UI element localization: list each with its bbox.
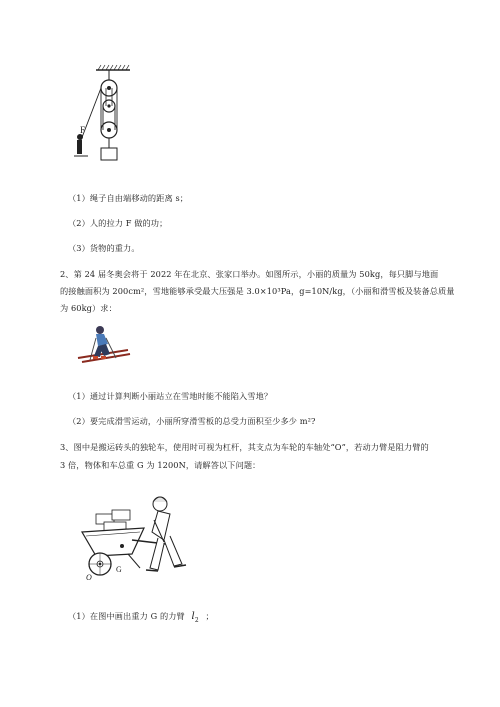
pivot-label-o: O xyxy=(86,573,92,582)
problem3-question-suffix: ； xyxy=(205,611,214,621)
skier-figure xyxy=(76,322,132,366)
lever-arm-subscript: 2 xyxy=(194,617,199,624)
gravity-label-g: G xyxy=(116,565,122,574)
problem3-stem-line-2: 3 倍，物体和车总重 G 为 1200N，请解答以下问题： xyxy=(60,460,261,470)
problem2-question-1: （1）通过计算判断小丽站立在雪地时能不能陷入雪地？ xyxy=(68,391,273,401)
pulley-system-figure xyxy=(68,62,138,167)
problem3-question-1 xyxy=(68,611,214,626)
problem3-question-prefix: （1）在图中画出重力 G 的力臂 xyxy=(68,611,185,621)
force-label-f: F xyxy=(80,125,86,135)
lever-arm-symbol: $l_2$ xyxy=(191,611,199,624)
problem2-question-2: （2）要完成滑雪运动，小丽所穿滑雪板的总受力面积至少多少 m²? xyxy=(68,416,316,426)
problem3-stem-line-1: 3、图中是搬运砖头的独轮车，使用时可视为杠杆，其支点为车轮的车轴处“O”，若动力臂是阻力臂的 xyxy=(60,442,429,452)
problem1-question-3: （3）货物的重力。 xyxy=(68,243,140,253)
wheelbarrow-figure xyxy=(78,490,196,586)
problem1-question-2: （2）人的拉力 F 做的功； xyxy=(68,218,168,228)
problem2-stem-line-1: 2、第 24 届冬奥会将于 2022 年在北京、张家口举办。如图所示，小丽的质量为 50kg，每只脚与地面 xyxy=(60,269,439,279)
problem2-stem-line-2: 的接触面积为 200cm²，雪地能够承受最大压强是 3.0×10³Pa，g=10N/kg，（小丽和滑雪板及装备总质量 xyxy=(60,286,455,296)
problem2-stem-line-3: 为 60kg）求： xyxy=(60,303,117,313)
problem1-question-1: （1）绳子自由端移动的距离 s； xyxy=(68,193,189,203)
